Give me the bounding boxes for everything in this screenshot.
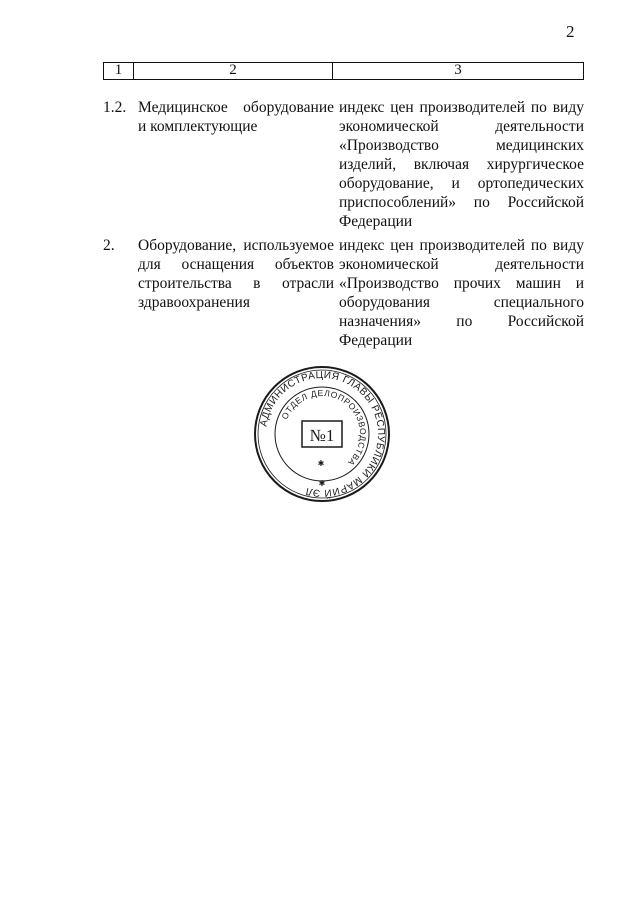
column-header-3: 3 [454,62,462,78]
row-name: Оборудование, используемое для оснащения объектов строительства в отрасли здравоохранения [138,237,334,311]
row-description: индекс цен производителей по виду экономической деятельности «Производство прочих машин и оборудования специального назначения» по Российской Федерации [339,237,584,349]
seal-star-icon: ✱ [317,459,325,468]
column-header-2: 2 [134,63,333,79]
seal-outer-text: АДМИНИСТРАЦИЯ ГЛАВЫ РЕСПУБЛИКИ МАРИЙ ЭЛ [258,369,387,499]
page-number: 2 [566,22,575,41]
column-header-1: 1 [104,63,134,79]
seal-center-text: №1 [309,426,335,445]
seal-star-icon: ✱ [318,479,326,488]
official-seal [253,365,391,503]
seal-inner-text: ОТДЕЛ ДЕЛОПРОИЗВОДСТВА [279,387,369,469]
row-description: индекс цен производителей по виду экономической деятельности «Производство медицинских изделий, включая хирургическое оборудование, и ортопедических приспособлений» по Российской Федерации [339,99,584,230]
table-header-row [103,62,584,80]
row-number: 1.2. [103,99,127,116]
row-number: 2. [103,237,115,254]
row-name: Медицинское оборудование и комплектующие [138,99,334,135]
